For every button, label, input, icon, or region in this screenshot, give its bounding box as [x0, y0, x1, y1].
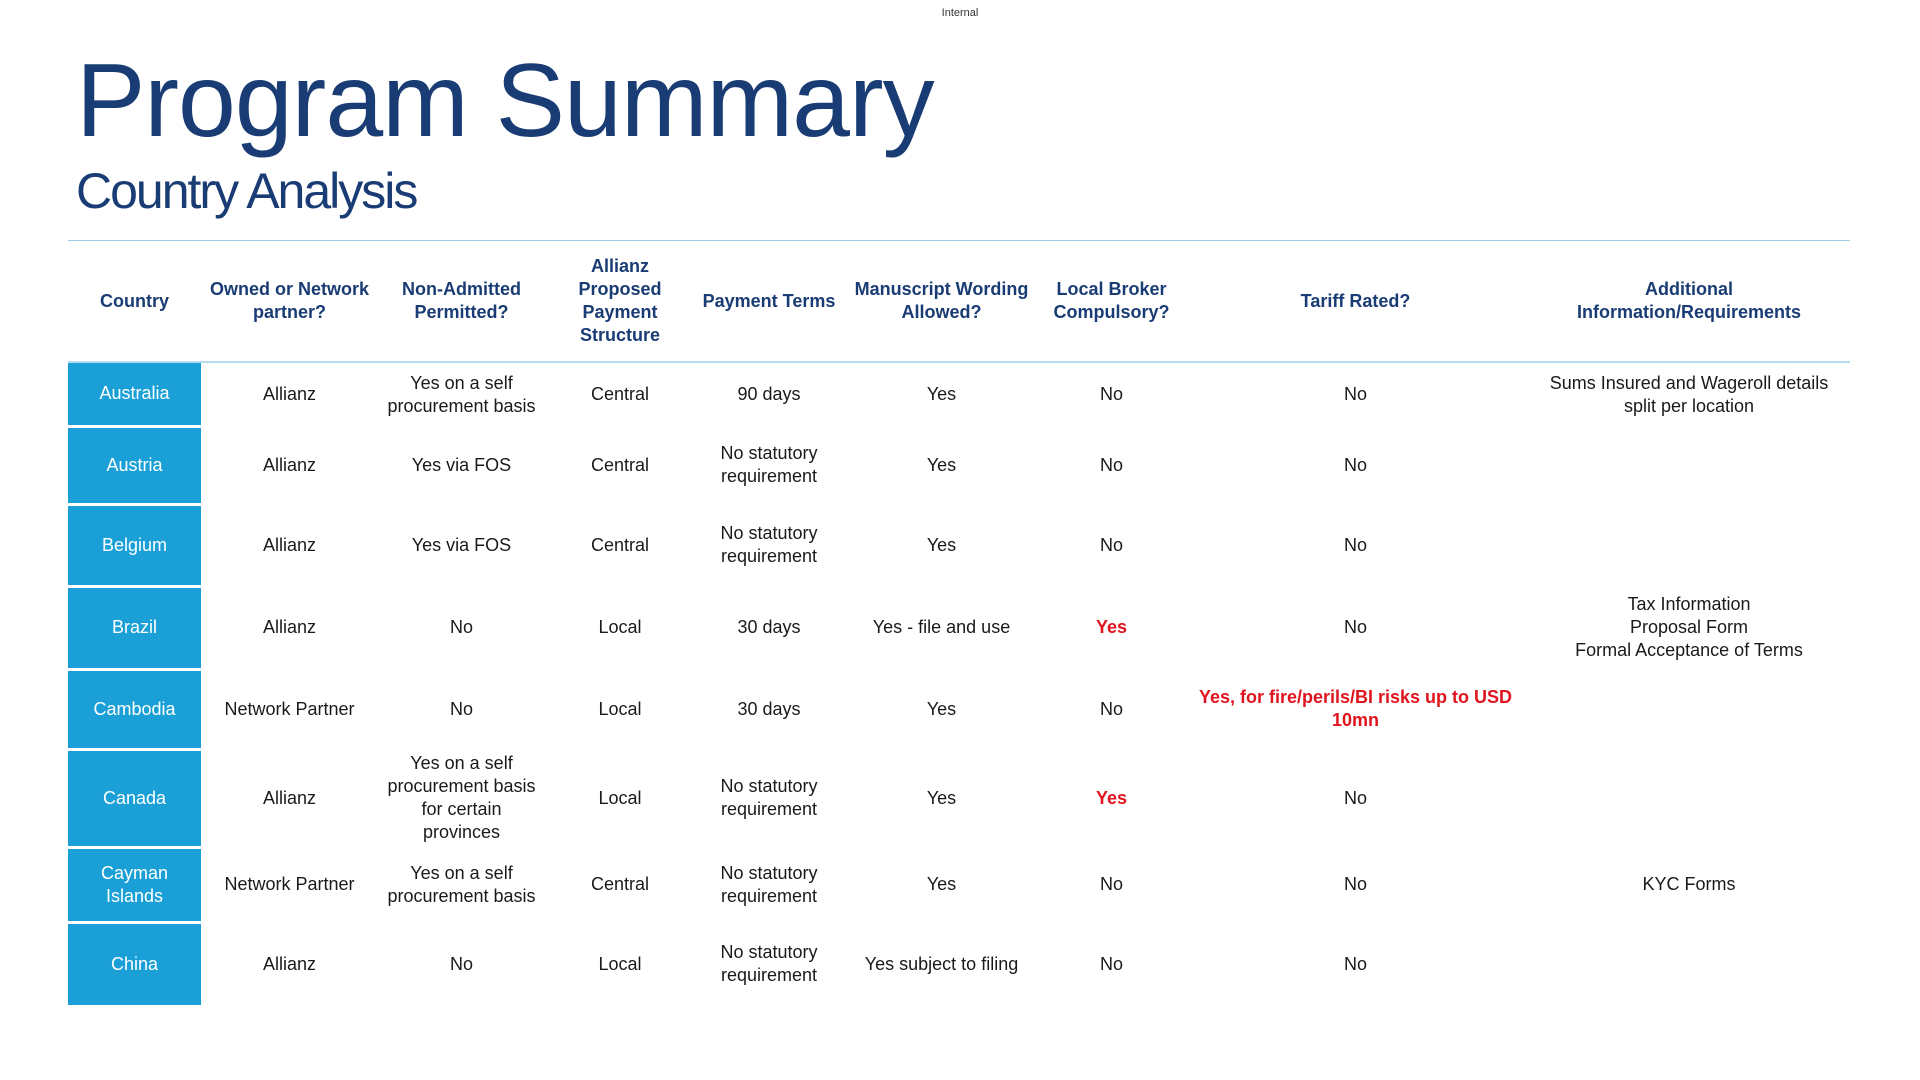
manuscript-cell: Yes - file and use [872, 617, 1011, 637]
country-cell: Cambodia [68, 669, 201, 749]
non-admitted-cell: Yes via FOS [411, 534, 512, 555]
additional-cell: Sums Insured and Wageroll details split per location [1549, 372, 1829, 416]
country-cell: Cayman Islands [68, 847, 201, 922]
table-row [68, 504, 1850, 586]
owned-cell: Allianz [262, 617, 317, 637]
additional-cell: Tax Information Proposal Form Formal Acceptance of Terms [1575, 594, 1803, 660]
manuscript-cell: Yes [926, 454, 957, 475]
additional-cell [1528, 426, 1850, 504]
table-body [68, 362, 1850, 1006]
classification-label: Internal [941, 7, 979, 19]
country-analysis-table [68, 240, 1850, 1008]
payment-terms-cell: No statutory requirement [720, 942, 818, 985]
local-broker-cell: No [1099, 534, 1123, 555]
table-row [68, 922, 1850, 1006]
owned-cell: Allianz [262, 384, 317, 404]
non-admitted-cell: Yes on a self procurement basis [387, 372, 536, 416]
owned-cell: Allianz [262, 454, 317, 475]
additional-cell [1528, 922, 1850, 1006]
owned-cell: Network Partner [224, 698, 355, 719]
header-payment-terms: Payment Terms [695, 241, 843, 363]
table-row [68, 426, 1850, 504]
owned-cell: Allianz [262, 787, 317, 808]
additional-cell [1528, 669, 1850, 749]
additional-cell [1528, 504, 1850, 586]
table-row [68, 847, 1850, 922]
tariff-cell: No [1343, 617, 1367, 637]
additional-cell: KYC Forms [1642, 874, 1736, 894]
payment-terms-cell: No statutory requirement [720, 862, 818, 906]
country-analysis-table-wrap [68, 240, 1850, 1008]
tariff-cell: No [1343, 953, 1367, 974]
non-admitted-cell: Yes via FOS [411, 454, 512, 475]
non-admitted-cell: No [449, 617, 473, 637]
payment-structure-cell: Central [590, 874, 650, 894]
table-row [68, 669, 1850, 749]
header-row [68, 241, 1850, 363]
manuscript-cell: Yes [926, 787, 957, 808]
payment-structure-cell: Central [590, 454, 650, 475]
tariff-cell: No [1343, 454, 1367, 475]
local-broker-cell: No [1099, 953, 1123, 974]
page-title: Program Summary [76, 43, 934, 159]
manuscript-cell: Yes [926, 698, 957, 719]
header-tariff: Tariff Rated? [1183, 241, 1528, 363]
header-additional: Additional Information/Requirements [1528, 241, 1850, 363]
header-country: Country [68, 241, 201, 363]
non-admitted-cell: Yes on a self procurement basis [387, 862, 536, 906]
country-cell: Canada [68, 749, 201, 847]
table-row [68, 362, 1850, 426]
tariff-cell: Yes, for fire/perils/BI risks up to USD 10mn [1198, 687, 1513, 730]
payment-structure-cell: Central [590, 534, 650, 555]
local-broker-cell: No [1099, 384, 1123, 404]
local-broker-cell: No [1099, 874, 1123, 894]
tariff-cell: No [1343, 787, 1367, 808]
page-subtitle: Country Analysis [76, 163, 417, 219]
owned-cell: Network Partner [224, 874, 355, 894]
payment-structure-cell: Local [598, 953, 642, 974]
non-admitted-cell: Yes on a self procurement basis for certain provinces [387, 753, 536, 842]
payment-structure-cell: Local [598, 617, 642, 637]
table-row [68, 749, 1850, 847]
payment-structure-cell: Local [598, 787, 642, 808]
header-manuscript: Manuscript Wording Allowed? [843, 241, 1040, 363]
manuscript-cell: Yes [926, 874, 957, 894]
local-broker-cell: No [1099, 454, 1123, 475]
country-cell: Brazil [68, 586, 201, 669]
payment-terms-cell: 30 days [737, 698, 801, 719]
country-cell: Belgium [68, 504, 201, 586]
manuscript-cell: Yes [926, 534, 957, 555]
header-owned: Owned or Network partner? [201, 241, 378, 363]
payment-structure-cell: Local [598, 698, 642, 719]
additional-cell [1528, 749, 1850, 847]
owned-cell: Allianz [262, 953, 317, 974]
table-header [68, 241, 1850, 363]
local-broker-cell: No [1099, 698, 1123, 719]
payment-terms-cell: 90 days [737, 384, 801, 404]
table-row [68, 586, 1850, 669]
manuscript-cell: Yes [926, 384, 957, 404]
local-broker-cell: Yes [1095, 787, 1128, 808]
non-admitted-cell: No [449, 698, 473, 719]
non-admitted-cell: No [449, 953, 473, 974]
payment-terms-cell: No statutory requirement [720, 776, 818, 819]
payment-terms-cell: No statutory requirement [720, 523, 818, 566]
country-cell: Australia [68, 362, 201, 426]
owned-cell: Allianz [262, 534, 317, 555]
tariff-cell: No [1343, 874, 1367, 894]
payment-terms-cell: No statutory requirement [720, 443, 818, 486]
header-local-broker: Local Broker Compulsory? [1040, 241, 1183, 363]
payment-terms-cell: 30 days [737, 617, 801, 637]
tariff-cell: No [1343, 534, 1367, 555]
header-non-admitted: Non-Admitted Permitted? [378, 241, 545, 363]
tariff-cell: No [1343, 384, 1367, 404]
payment-structure-cell: Central [590, 384, 650, 404]
local-broker-cell: Yes [1095, 617, 1128, 637]
country-cell: China [68, 922, 201, 1006]
header-payment-structure: Allianz Proposed Payment Structure [545, 241, 695, 363]
manuscript-cell: Yes subject to filing [864, 953, 1019, 974]
country-cell: Austria [68, 426, 201, 504]
